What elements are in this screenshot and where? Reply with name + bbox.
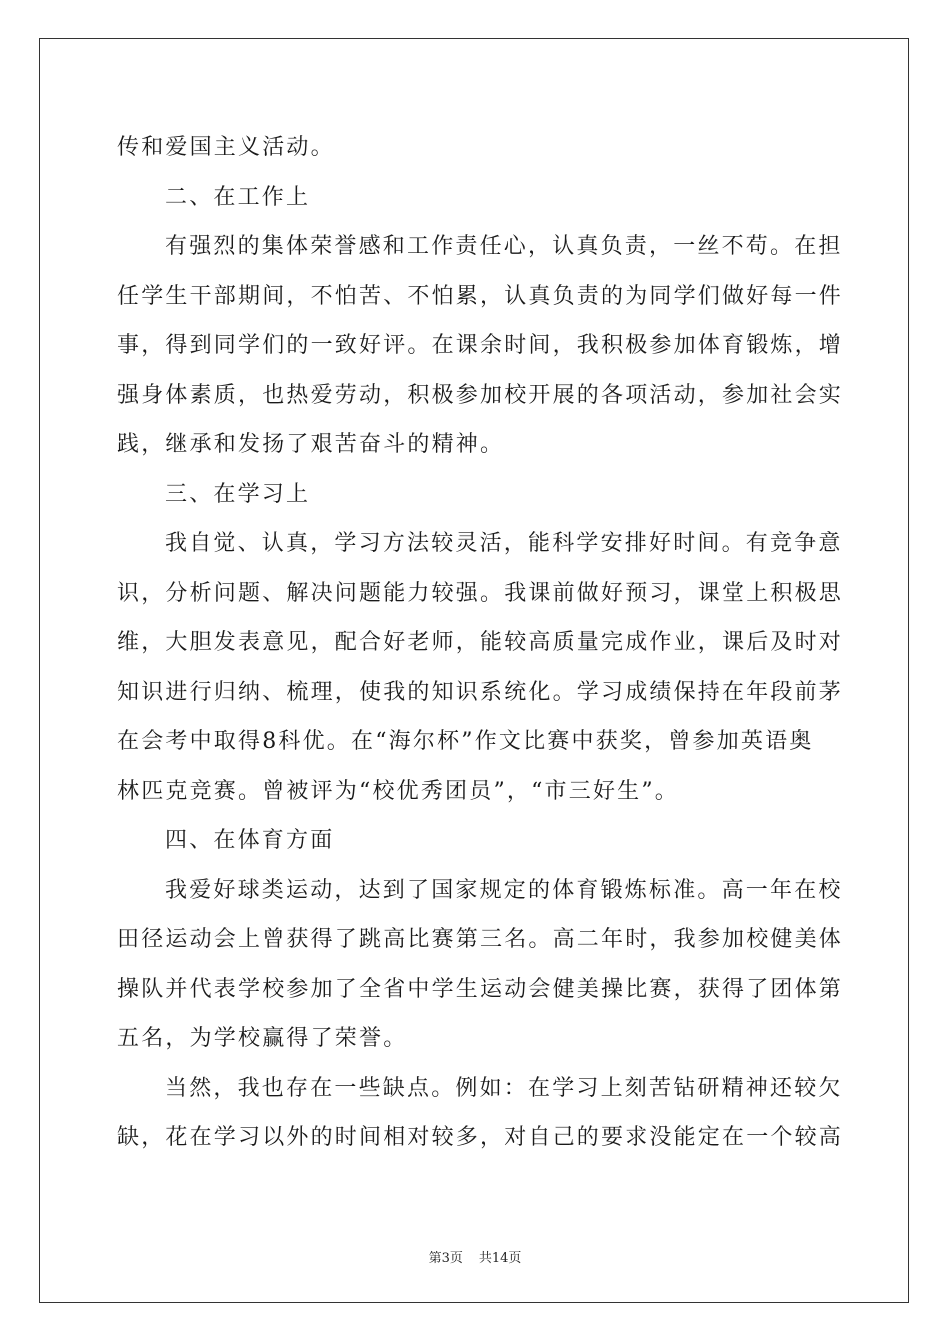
text-line: 维，大胆发表意见，配合好老师，能较高质量完成作业，课后及时对: [117, 630, 844, 655]
text-line: 践，继承和发扬了艰苦奋斗的精神。: [117, 432, 505, 457]
document-body: [117, 128, 844, 1168]
text-line: 操队并代表学校参加了全省中学生运动会健美操比赛，获得了团体第: [117, 976, 844, 1002]
page-number: 第3页: [428, 1251, 463, 1266]
text-line: 有强烈的集体荣誉感和工作责任心，认真负责，一丝不苟。在担: [165, 234, 843, 259]
text-line: 三、在学习上: [165, 481, 311, 507]
page-footer: [0, 1247, 950, 1266]
text-line: 识，分析问题、解决问题能力较强。我课前做好预习，课堂上积极思: [117, 580, 844, 606]
page-total: 共14页: [478, 1251, 522, 1266]
text-line: 林匹克竞赛。曾被评为“校优秀团员”，“市三好生”。: [117, 778, 679, 804]
text-line: 缺，花在学习以外的时间相对较多，对自己的要求没能定在一个较高: [117, 1125, 844, 1150]
text-line: 事，得到同学们的一致好评。在课余时间，我积极参加体育锻炼，增: [117, 333, 844, 358]
text-line: 当然，我也存在一些缺点。例如：在学习上刻苦钻研精神还较欠: [165, 1075, 843, 1101]
text-line: 任学生干部期间，不怕苦、不怕累，认真负责的为同学们做好每一件: [117, 283, 844, 309]
text-line: 四、在体育方面: [165, 828, 335, 853]
text-line: 在会考中取得8科优。在“海尔杯”作文比赛中获奖，曾参加英语奥: [117, 729, 814, 754]
text-line: 知识进行归纳、梳理，使我的知识系统化。学习成绩保持在年段前茅: [117, 679, 844, 705]
text-line: 我自觉、认真，学习方法较灵活，能科学安排好时间。有竞争意: [165, 531, 843, 556]
text-line: 二、在工作上: [165, 184, 311, 210]
text-line: 传和爱国主义活动。: [117, 135, 335, 160]
text-line: 五名，为学校赢得了荣誉。: [117, 1026, 408, 1051]
text-line: 强身体素质，也热爱劳动，积极参加校开展的各项活动，参加社会实: [117, 382, 844, 408]
text-line: 我爱好球类运动，达到了国家规定的体育锻炼标准。高一年在校: [165, 877, 843, 903]
text-line: 田径运动会上曾获得了跳高比赛第三名。高二年时，我参加校健美体: [117, 927, 844, 952]
